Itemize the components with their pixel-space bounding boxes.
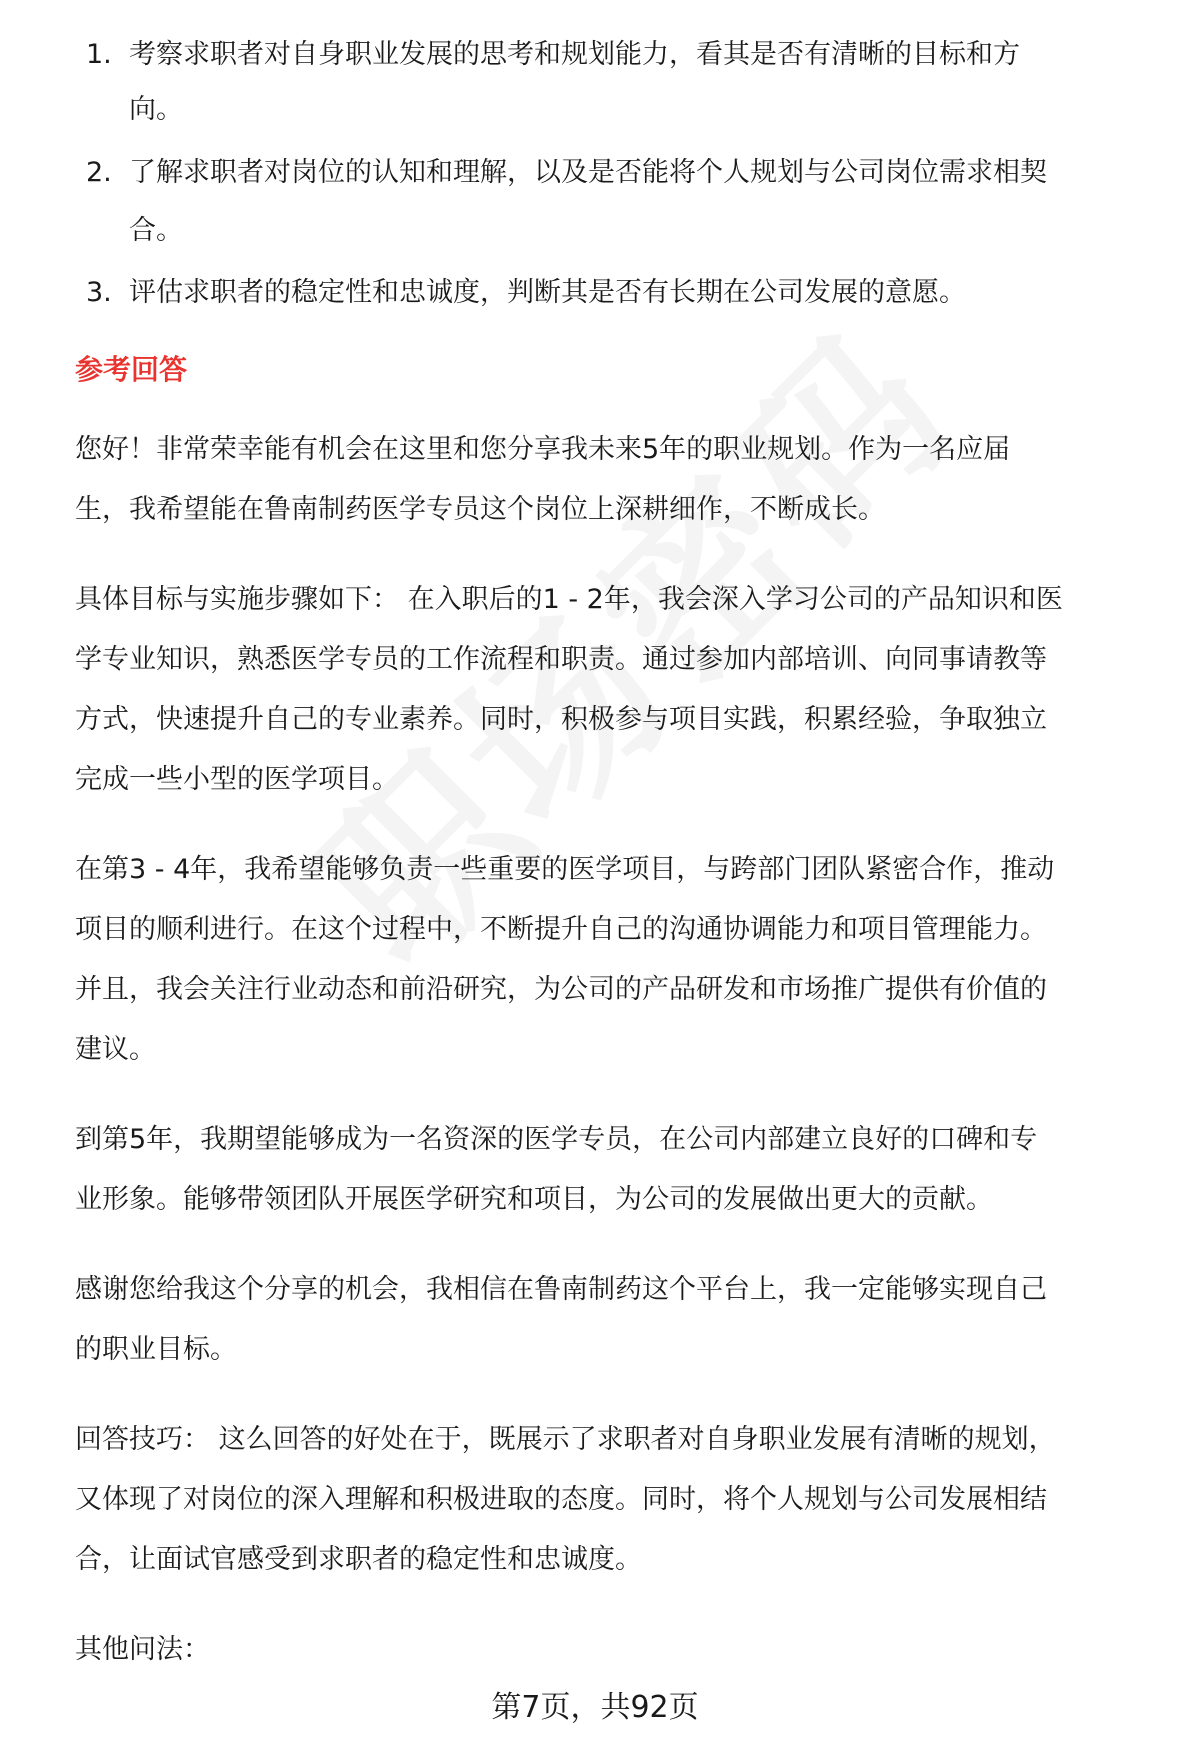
paragraph-line: 项目的顺利进行。在这个过程中，不断提升自己的沟通协调能力和项目管理能力。 — [75, 914, 1047, 945]
list-text: 了解求职者对岗位的认知和理解，以及是否能将个人规划与公司岗位需求相契 — [129, 157, 1047, 188]
paragraph-thanks — [75, 1260, 1165, 1380]
list-number: 1. — [86, 39, 112, 70]
paragraph-line: 感谢您给我这个分享的机会，我相信在鲁南制药这个平台上，我一定能够实现自己 — [75, 1274, 1047, 1305]
page-number-footer: 第7页，共92页 — [491, 1690, 699, 1725]
paragraph-line: 业形象。能够带领团队开展医学研究和项目，为公司的发展做出更大的贡献。 — [75, 1184, 993, 1215]
paragraph-line: 方式，快速提升自己的专业素养。同时，积极参与项目实践，积累经验，争取独立 — [75, 704, 1047, 735]
list-number: 2. — [86, 157, 112, 188]
paragraph-line: 学专业知识，熟悉医学专员的工作流程和职责。通过参加内部培训、向同事请教等 — [75, 644, 1047, 675]
paragraph-years-3-4 — [75, 840, 1165, 1080]
list-text: 评估求职者的稳定性和忠诚度，判断其是否有长期在公司发展的意愿。 — [129, 277, 966, 308]
paragraph-line: 在第3 - 4年，我希望能够负责一些重要的医学项目，与跨部门团队紧密合作，推动 — [75, 854, 1055, 885]
paragraph-line: 建议。 — [75, 1034, 156, 1065]
list-text: 考察求职者对自身职业发展的思考和规划能力，看其是否有清晰的目标和方 — [129, 39, 1020, 70]
paragraph-line: 合，让面试官感受到求职者的稳定性和忠诚度。 — [75, 1544, 642, 1575]
paragraph-other-questions — [75, 1620, 1165, 1680]
paragraph-line: 又体现了对岗位的深入理解和积极进取的态度。同时，将个人规划与公司发展相结 — [75, 1484, 1047, 1515]
paragraph-line: 并且，我会关注行业动态和前沿研究，为公司的产品研发和市场推广提供有价值的 — [75, 974, 1047, 1005]
list-text: 合。 — [129, 215, 183, 246]
paragraph-line: 回答技巧： 这么回答的好处在于，既展示了求职者对自身职业发展有清晰的规划， — [75, 1424, 1056, 1455]
paragraph-line: 的职业目标。 — [75, 1334, 237, 1365]
reference-answer-heading: 参考回答 — [75, 353, 188, 386]
paragraph-line: 其他问法： — [75, 1634, 210, 1665]
list-text: 向。 — [129, 94, 183, 125]
paragraph-line: 完成一些小型的医学项目。 — [75, 764, 399, 795]
paragraph-year-5 — [75, 1110, 1165, 1230]
paragraph-goals — [75, 570, 1165, 810]
paragraph-line: 您好！非常荣幸能有机会在这里和您分享我未来5年的职业规划。作为一名应届 — [75, 434, 1011, 465]
paragraph-line: 具体目标与实施步骤如下： 在入职后的1 - 2年，我会深入学习公司的产品知识和医 — [75, 584, 1063, 615]
paragraph-line: 到第5年，我期望能够成为一名资深的医学专员，在公司内部建立良好的口碑和专 — [75, 1124, 1038, 1155]
paragraph-answer-tips — [75, 1410, 1165, 1590]
paragraph-greeting — [75, 420, 1165, 540]
paragraph-line: 生，我希望能在鲁南制药医学专员这个岗位上深耕细作，不断成长。 — [75, 494, 885, 525]
list-number: 3. — [86, 277, 112, 308]
